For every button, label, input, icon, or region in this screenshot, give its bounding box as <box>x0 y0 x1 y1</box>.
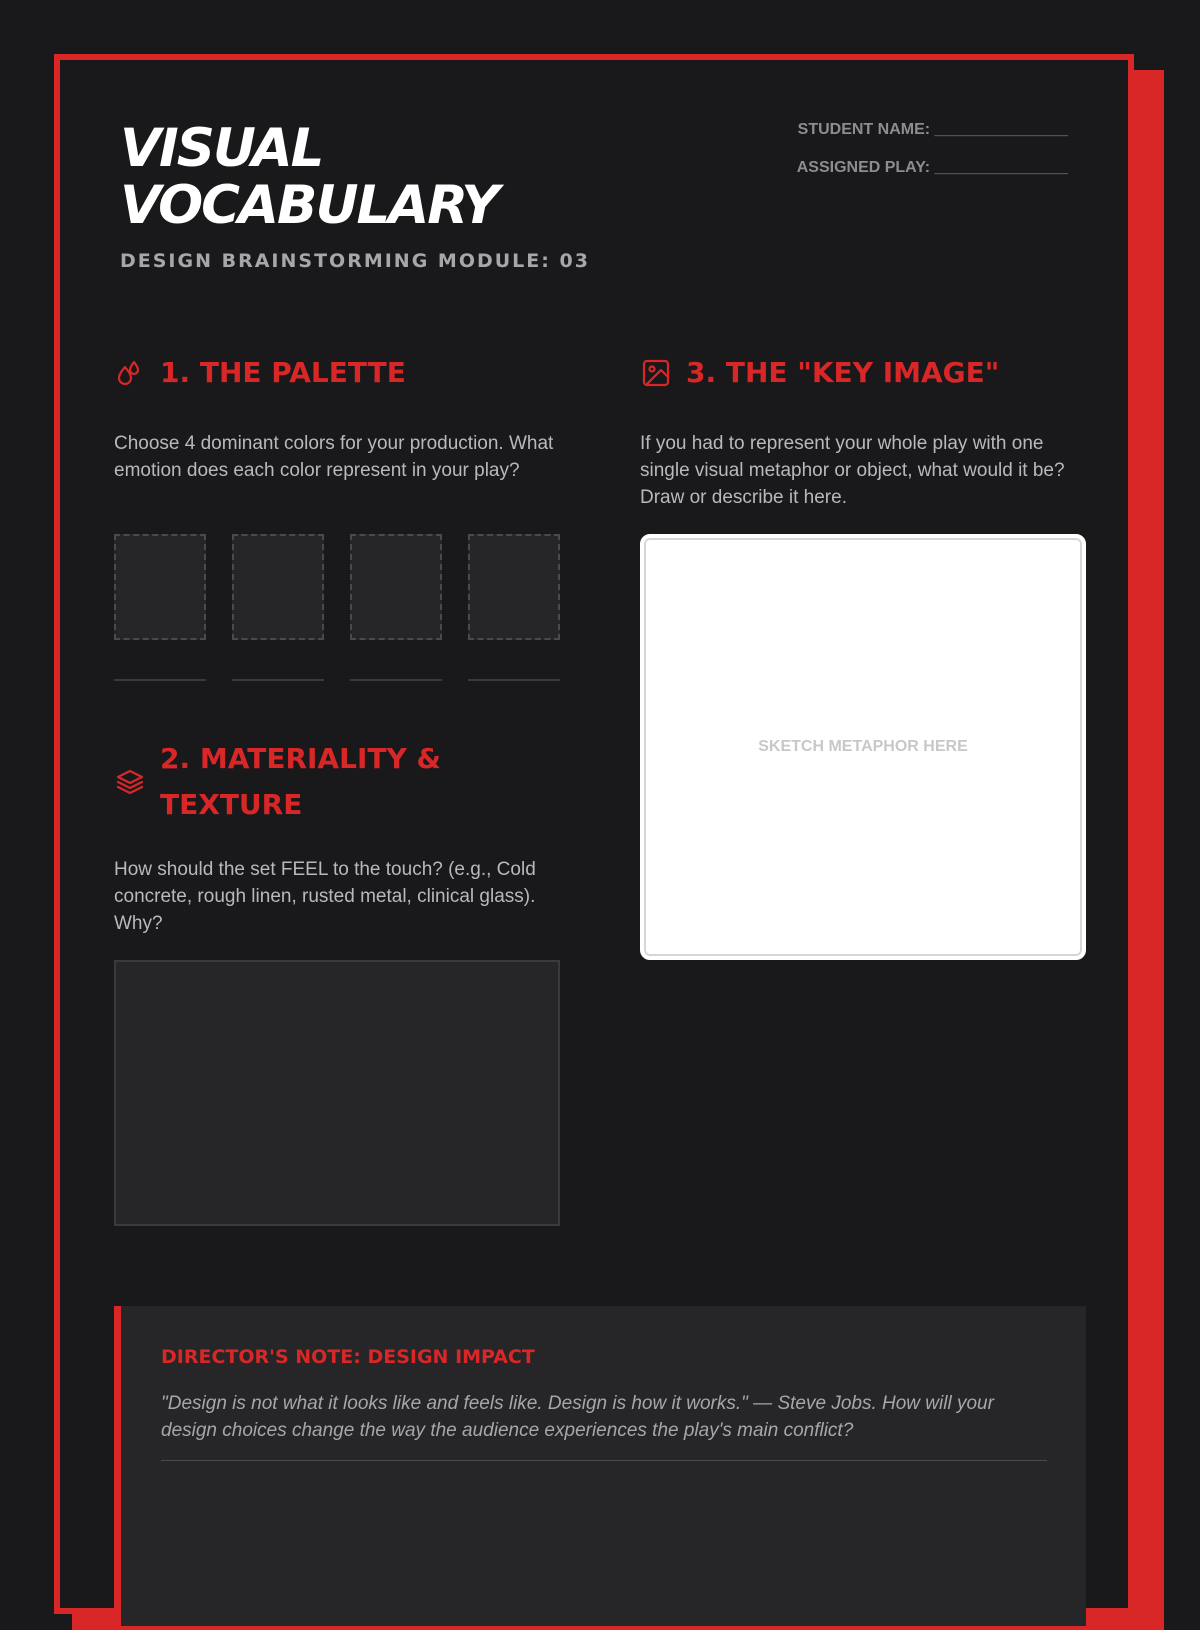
key-image-heading <box>640 350 999 396</box>
student-meta <box>797 120 1068 178</box>
directors-note-answer-line[interactable] <box>161 1460 1047 1461</box>
palette-description: Choose 4 dominant colors for your production. What emotion does each color represent in your play? <box>114 433 554 481</box>
texture-answer-box[interactable] <box>114 960 560 1226</box>
swatch-label-line-4[interactable] <box>468 679 560 681</box>
color-swatch-1[interactable] <box>114 534 206 640</box>
color-swatch-3[interactable] <box>350 534 442 640</box>
swatch-label-line-3[interactable] <box>350 679 442 681</box>
materiality-title-line: 2. MATERIALITY & <box>160 742 441 775</box>
swatch-label-line-1[interactable] <box>114 679 206 681</box>
materiality-title <box>160 736 441 828</box>
layers-icon <box>114 766 146 798</box>
materiality-title-line: TEXTURE <box>160 788 303 821</box>
key-image-description: If you had to represent your whole play with one single visual metaphor or object, what would it be? Draw or describe it here. <box>640 433 1065 508</box>
page-title <box>120 120 498 234</box>
title-line: VISUAL <box>120 118 323 179</box>
materiality-heading <box>114 736 441 828</box>
palette-heading <box>114 350 406 396</box>
droplets-icon <box>114 357 146 389</box>
image-icon <box>640 357 672 389</box>
module-subtitle: DESIGN BRAINSTORMING MODULE: 03 <box>120 250 590 272</box>
sketch-area[interactable] <box>640 534 1086 960</box>
directors-note <box>114 1306 1086 1626</box>
key-image-title: 3. THE "KEY IMAGE" <box>686 356 1000 389</box>
assigned-play-field[interactable]: ASSIGNED PLAY: _______________ <box>796 159 1068 176</box>
color-swatch-2[interactable] <box>232 534 324 640</box>
student-name-field[interactable]: STUDENT NAME: _______________ <box>797 121 1068 138</box>
palette-title: 1. THE PALETTE <box>160 356 406 389</box>
directors-note-title: DIRECTOR'S NOTE: DESIGN IMPACT <box>161 1346 535 1368</box>
color-swatch-4[interactable] <box>468 534 560 640</box>
materiality-description: How should the set FEEL to the touch? (e.g., Cold concrete, rough linen, rusted metal, clinical glass). Why? <box>114 859 536 934</box>
title-line: VOCABULARY <box>120 175 498 236</box>
worksheet-page <box>54 54 1134 1614</box>
directors-note-text: "Design is not what it looks like and feels like. Design is how it works." — Steve Jobs. How will your design choices change the way the audience experiences the play's main conflict? <box>161 1393 994 1441</box>
sketch-placeholder: SKETCH METAPHOR HERE <box>758 738 968 755</box>
swatch-label-line-2[interactable] <box>232 679 324 681</box>
